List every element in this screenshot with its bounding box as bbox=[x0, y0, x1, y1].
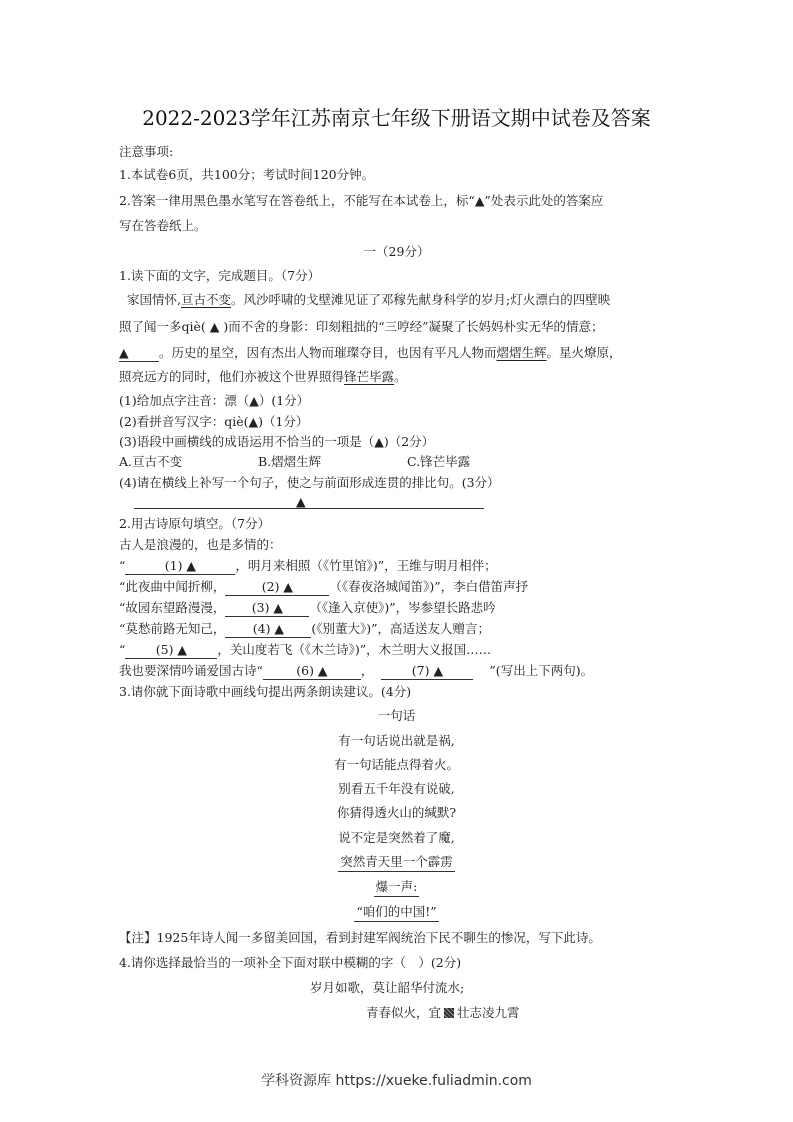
section-heading: 一（29分） bbox=[363, 244, 430, 259]
q1-heading: 1.读下面的文字，完成题目。（7分） bbox=[119, 268, 321, 283]
q1-sub-3: (3)语段中画横线的成语运用不恰当的一项是（▲)（2分） bbox=[119, 434, 435, 449]
q2-text: ”(写出上下两句)。 bbox=[489, 663, 594, 678]
poem-underlined-line bbox=[0, 853, 793, 872]
poem-line: 有一句话说出就是祸, bbox=[338, 733, 455, 748]
q2-blank-7: (7) ▲ bbox=[381, 663, 473, 680]
q2-blank-3: (3) ▲ bbox=[225, 600, 309, 617]
poem-underlined-text: 突然青天里一个霹雳 bbox=[338, 853, 455, 872]
couplet-text: 壮志凌九霄 bbox=[457, 1005, 520, 1020]
poem-underlined-line bbox=[0, 878, 793, 897]
couplet-text: 青春似火，宜 bbox=[366, 1005, 442, 1020]
notes-item-2a: 2.答案一律用黑色墨水笔写在答卷纸上，不能写在本试卷上，标“▲”处表示此处的答案应 bbox=[119, 193, 604, 208]
q1-text: 照亮远方的同时，他们亦被这个世界照得 bbox=[119, 369, 345, 384]
q2-blank-2: (2) ▲ bbox=[225, 579, 329, 596]
poem-line: 有一句话能点得着火。 bbox=[333, 757, 459, 772]
poem-underlined-text: “咱们的中国!” bbox=[354, 903, 438, 922]
q2-text: ，明月来相照（《竹里馆》)”，王维与明月相伴； bbox=[235, 558, 497, 573]
q2-text: “此夜曲中闻折柳， bbox=[119, 579, 226, 594]
poem-line: 说不定是突然着了魔, bbox=[338, 830, 455, 845]
q3-heading: 3.请你就下面诗歌中画线句提出两条朗读建议。(4分) bbox=[119, 684, 412, 699]
q2-text: ，关山度若飞（《木兰诗》)”，木兰明大义报国…… bbox=[217, 642, 492, 657]
q2-text: “故园东望路漫漫， bbox=[119, 600, 226, 615]
notes-item-1: 1.本试卷6页，共100分；考试时间120分钟。 bbox=[119, 167, 375, 182]
notes-heading: 注意事项: bbox=[119, 144, 174, 159]
q2-intro: 古人是浪漫的，也是多情的： bbox=[119, 537, 282, 552]
poem-line: 别看五千年没有说破, bbox=[338, 781, 455, 796]
q1-option-c: C.锋芒毕露 bbox=[407, 454, 471, 469]
q1-text: 家国情怀, bbox=[127, 292, 181, 307]
q2-text: 我也要深情吟诵爱国古诗“ bbox=[119, 663, 263, 678]
couplet-line-1: 岁月如歌，莫让韶华付流水; bbox=[310, 980, 465, 995]
q1-option-b: B.熠熠生辉 bbox=[258, 454, 322, 469]
q1-sub-4-mark: ▲ bbox=[296, 494, 306, 509]
blurred-character-icon bbox=[444, 1008, 454, 1018]
q2-line-3 bbox=[119, 599, 496, 617]
q1-paragraph-line-3 bbox=[119, 344, 622, 362]
q1-option-a: A.亘古不变 bbox=[119, 454, 183, 469]
q1-sub-2: (2)看拼音写汉字：qiè(▲)（1分） bbox=[119, 414, 309, 429]
q2-line-6 bbox=[119, 662, 593, 680]
q1-text: 。历史的星空，因有杰出人物而璀璨夺目，也因有平凡人物而 bbox=[159, 345, 497, 360]
q2-text: “莫愁前路无知己， bbox=[119, 621, 226, 636]
answer-line bbox=[134, 508, 484, 509]
q2-line-2 bbox=[119, 578, 528, 596]
q2-line-5: “ (5) ▲ ，关山度若飞（《木兰诗》)”，木兰明大义报国…… bbox=[119, 642, 492, 657]
q2-heading: 2.用古诗原句填空。（7分） bbox=[119, 516, 271, 531]
q2-text: ， bbox=[360, 663, 374, 678]
notes-item-2b: 写在答卷纸上。 bbox=[119, 218, 207, 233]
poem-underlined-text: 爆一声: bbox=[374, 878, 420, 897]
q1-paragraph-line-2: 照了闻一多qiè( ▲ )而不舍的身影：印刻粗拙的“三哼经”凝聚了长妈妈朴实无华的情意； bbox=[119, 319, 604, 334]
couplet-line-2 bbox=[366, 1004, 520, 1022]
q1-underlined-idiom-3: 锋芒毕露 bbox=[344, 369, 395, 384]
q4-heading: 4.请你选择最恰当的一项补全下面对联中模糊的字（ ）(2分) bbox=[119, 955, 462, 970]
q2-blank-1: (1) ▲ bbox=[125, 558, 235, 575]
q2-text: （《逢入京使》)”，岑参望长路悲吟 bbox=[309, 600, 496, 615]
poem-underlined-line bbox=[0, 903, 793, 922]
q1-paragraph-line-1 bbox=[127, 291, 610, 309]
q2-blank-6: (6) ▲ bbox=[263, 663, 361, 680]
page-title: 2022-2023学年江苏南京七年级下册语文期中试卷及答案 bbox=[142, 106, 651, 130]
q1-underlined-idiom-2: 熠熠生辉 bbox=[496, 345, 547, 360]
q1-underlined-idiom-1: 亘古不变 bbox=[180, 292, 231, 307]
poem-title: 一句话 bbox=[377, 708, 416, 723]
q2-text: (《别董大》)”，高适送友人赠言； bbox=[311, 621, 491, 636]
q1-blank: ▲ bbox=[119, 345, 159, 362]
q1-text: 。 bbox=[394, 369, 407, 384]
q1-text: 。风沙呼啸的戈壁滩见证了邓稼先献身科学的岁月;灯火漂白的四壁映 bbox=[231, 292, 611, 307]
q2-line-4 bbox=[119, 620, 490, 638]
q2-text: （《春夜洛城闻笛》)”，李白借笛声抒 bbox=[329, 579, 529, 594]
q1-text: 。星火燎原， bbox=[546, 345, 622, 360]
q1-sub-4: (4)请在横线上补写一个句子，使之与前面形成连贯的排比句。(3分） bbox=[119, 475, 500, 490]
q1-sub-1: (1)给加点字注音：漂（▲）(1分） bbox=[119, 393, 310, 408]
poem-line: 你猜得透火山的缄默? bbox=[336, 805, 457, 820]
q2-blank-5: (5) ▲ bbox=[125, 642, 217, 659]
q2-line-1: “ (1) ▲ ，明月来相照（《竹里馆》)”，王维与明月相伴； bbox=[119, 558, 497, 573]
q2-blank-4: (4) ▲ bbox=[225, 621, 311, 638]
footer-watermark: 学科资源库 https://xueke.fuliadmin.com bbox=[261, 1073, 532, 1089]
q3-note: 【注】1925年诗人闻一多留美回国，看到封建军阀统治下民不聊生的惨况，写下此诗。 bbox=[119, 930, 601, 945]
q1-paragraph-line-4 bbox=[119, 368, 407, 386]
